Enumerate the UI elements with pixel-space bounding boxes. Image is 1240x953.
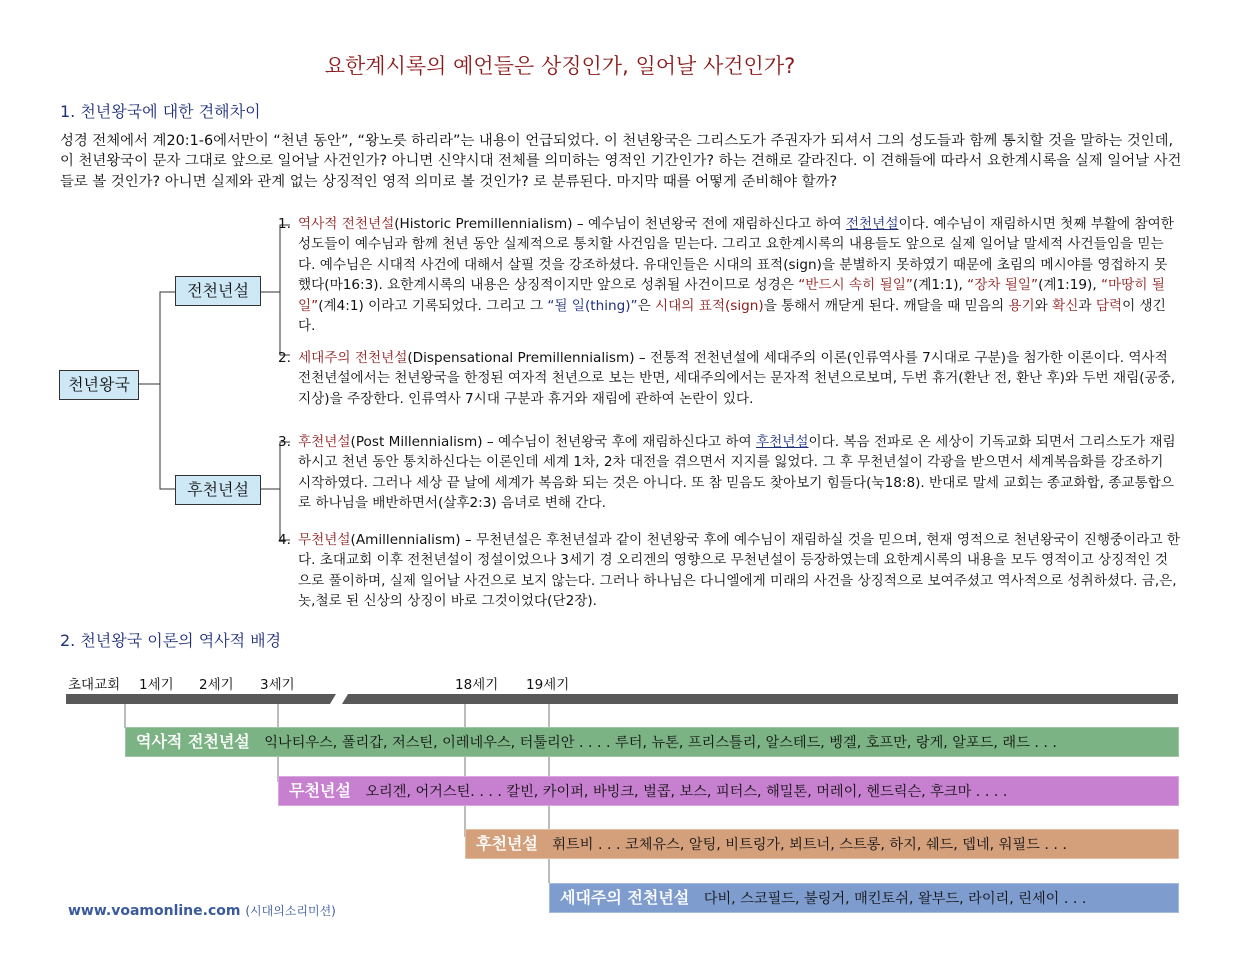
timeline-label-2nd-century: 2세기 — [199, 677, 234, 693]
item-text: (계1:1), — [912, 277, 968, 294]
item-text: 을 통해서 깨닫게 된다. 깨달을 때 믿음의 — [763, 297, 1009, 314]
timeline-label-3rd-century: 3세기 — [260, 677, 295, 693]
item-name: 역사적 전천년설 — [298, 216, 395, 232]
footer-url[interactable] — [68, 902, 336, 919]
item-text: 이 생긴다. — [298, 297, 1166, 335]
item-keyword: 확신 — [1052, 297, 1079, 314]
bar-label: 세대주의 전천년설 — [550, 884, 699, 912]
footer-org: (시대의소리미션) — [245, 904, 336, 918]
item-text: 와 — [1034, 297, 1053, 314]
item-keyword: 후천년설 — [755, 434, 809, 450]
item-text: (Amillennialism) – 무천년설은 후천년설과 같이 천년왕국 후에 예수님이 재림하실 것을 믿으며, 현재 영적으로 천년왕국이 진행중이라고 한다. 초대교회 이후 전천년설이 정설이었으나 3세기 경 오리겐의 영향으로 무천년설이 등장하였는데 요한계시록의 내용을 모두 영적이고 상징적인 것으로 풀이하며, 실제 일어날 사건으로 보지 않는다. 그러나 하나님은 다니엘에게 미래의 사건을 상징적으로 보여주셨고 역사적으로 성취하셨다. 금,은,놋,철로 된 신상의 상징이 바로 그것이었다(단2장). — [298, 532, 1180, 610]
item-number: 3. — [278, 434, 291, 450]
timeline-bar-historic-premillennialism — [125, 727, 1179, 757]
timeline-label-early-church: 초대교회 — [68, 677, 121, 693]
item-name: 세대주의 전천년설 — [298, 350, 408, 366]
item-text: 이다. 예수님이 재림하시면 첫째 부활에 참여한 성도들이 예수님과 함께 천년 동안 실제적으로 통치할 사건임을 믿는다. 그리고 요한계시록의 내용들도 앞으로 실제 일어날 말세적 사건들임을 믿는다. 예수님은 시대적 사건에 대해서 살필 것을 강조하셨다. 유대인들은 시대의 표적(sign)을 분별하지 못하였기 때문에 초림의 메시야를 영접하지 못했다(마16:3). 요한계시록의 내용은 상징적이지만 앞으로 성취될 사건이므로 성경은 — [298, 216, 1174, 294]
bar-people: 다비, 스코필드, 불링거, 매킨토쉬, 왈부드, 라이리, 린세이 . . . — [703, 891, 1087, 907]
item-text: 은 — [637, 297, 656, 314]
footer-url-text[interactable]: www.voamonline.com — [68, 903, 241, 919]
tree-premillennial-box: 전천년설 — [175, 276, 261, 306]
item-keyword: 담력 — [1095, 297, 1123, 314]
item-text: (Post Millennialism) – 예수님이 천년왕국 후에 재림하신다고 하여 — [350, 434, 756, 450]
timeline-label-19th-century: 19세기 — [526, 677, 570, 693]
bar-label: 역사적 전천년설 — [126, 728, 260, 756]
item-number: 2. — [278, 350, 291, 366]
item-text: (계4:1) 이라고 기록되었다. 그리고 그 — [318, 297, 548, 314]
section-heading-1: 1. 천년왕국에 대한 견해차이 — [60, 102, 261, 121]
timeline-bar-dispensational-premillennialism — [549, 883, 1179, 913]
item-quote: “장차 될일” — [967, 277, 1039, 294]
bar-people: 휘트비 . . . 코체유스, 알팅, 비트링가, 뵈트너, 스트롱, 하지, 쉐드, 뎁네, 워필드 . . . — [552, 837, 1067, 853]
tree-postmillennial-box: 후천년설 — [175, 475, 261, 505]
bar-people: 오리겐, 어거스틴. . . . 칼빈, 카이퍼, 바빙크, 벌콥, 보스, 피터스, 해밀톤, 머레이, 헨드릭슨, 후크마 . . . . — [365, 784, 1008, 800]
section-heading-2: 2. 천년왕국 이론의 역사적 배경 — [60, 631, 282, 650]
item-quote: “마땅히 될일” — [298, 277, 1165, 314]
intro-paragraph: 성경 전체에서 계20:1-6에서만이 “천년 동안”, “왕노릇 하리라”는 내용이 언급되었다. 이 천년왕국은 그리스도가 주권자가 되셔서 그의 성도들과 함께 통치할 것을 말하는 것인데, 이 천년왕국이 문자 그대로 앞으로 일어날 사건인가? 아니면 신약시대 전체를 의미하는 영적인 기간인가? 하는 견해로 갈라진다. 이 견해들에 따라서 요한계시록을 실제 일어날 사건들로 볼 것인가? 아니면 실제와 관계 없는 상징적인 영적 의미로 볼 것인가? 로 분류된다. 마지막 때를 어떻게 준비해야 할까? — [60, 133, 1182, 190]
item-text: (Historic Premillennialism) – 예수님이 천년왕국 전에 재림하신다고 하여 — [394, 216, 846, 232]
item-quote: 시대의 표적(sign) — [655, 297, 764, 314]
bar-label: 후천년설 — [466, 830, 548, 858]
tree-root-box: 천년왕국 — [59, 370, 139, 400]
timeline-label-18th-century: 18세기 — [455, 677, 499, 693]
item-text: (Dispensational Premillennialism) – 전통적 전천년설에 세대주의 이론(인류역사를 7시대로 구분)을 첨가한 이론이다. 역사적 전천년설에서는 천년왕국을 한정된 여자적 천년으로 보는 반면, 세대주의에서는 문자적 천년으로보며, 두번 휴거(환난 전, 환난 후)와 두번 재림(공중, 지상)을 주장한다. 인류역사 7시대 구분과 휴거와 재림에 관하여 논란이 있다. — [298, 350, 1176, 407]
item-text: 이다. 복음 전파로 온 세상이 기독교화 되면서 그리스도가 재림하시고 천년 동안 통치하신다는 이론인데 세계 1차, 2차 대전을 겪으면서 지지를 잃었다. 그 후 무천년설이 각광을 받으면서 세계복음화를 강조하기 시작하였다. 그러나 세상 끝 날에 세계가 복음화 되는 것은 아니다. 또 참 믿음도 찾아보기 힘들다(눅18:8). 반대로 말세 교회는 종교화합, 종교통합으로 하나님을 배반하면서(살후2:3) 음녀로 변해 간다. — [298, 434, 1176, 512]
page-title: 요한계시록의 예언들은 상징인가, 일어날 사건인가? — [324, 54, 796, 78]
timeline-label-1st-century: 1세기 — [139, 677, 174, 693]
item-name: 무천년설 — [298, 532, 351, 548]
item-name: 후천년설 — [298, 434, 351, 450]
bar-people: 익나티우스, 폴리갑, 저스틴, 이레네우스, 터툴리안 . . . . 루터, 뉴톤, 프리스틀리, 알스테드, 벵겔, 호프만, 랑게, 알포드, 래드 . . . — [264, 735, 1057, 751]
timeline-bar-amillennialism — [278, 776, 1179, 806]
item-number: 1. — [278, 216, 291, 232]
item-quote: “반드시 속히 될일” — [798, 277, 913, 294]
item-number: 4. — [278, 532, 291, 548]
item-text: 과 — [1078, 297, 1096, 314]
item-keyword: 용기 — [1008, 297, 1035, 314]
timeline-bar-postmillennialism — [465, 829, 1179, 859]
bar-label: 무천년설 — [279, 777, 361, 805]
item-quote: “될 일(thing)” — [547, 297, 638, 314]
item-text: (계1:19), — [1038, 277, 1102, 294]
item-keyword: 전천년설 — [845, 216, 899, 232]
